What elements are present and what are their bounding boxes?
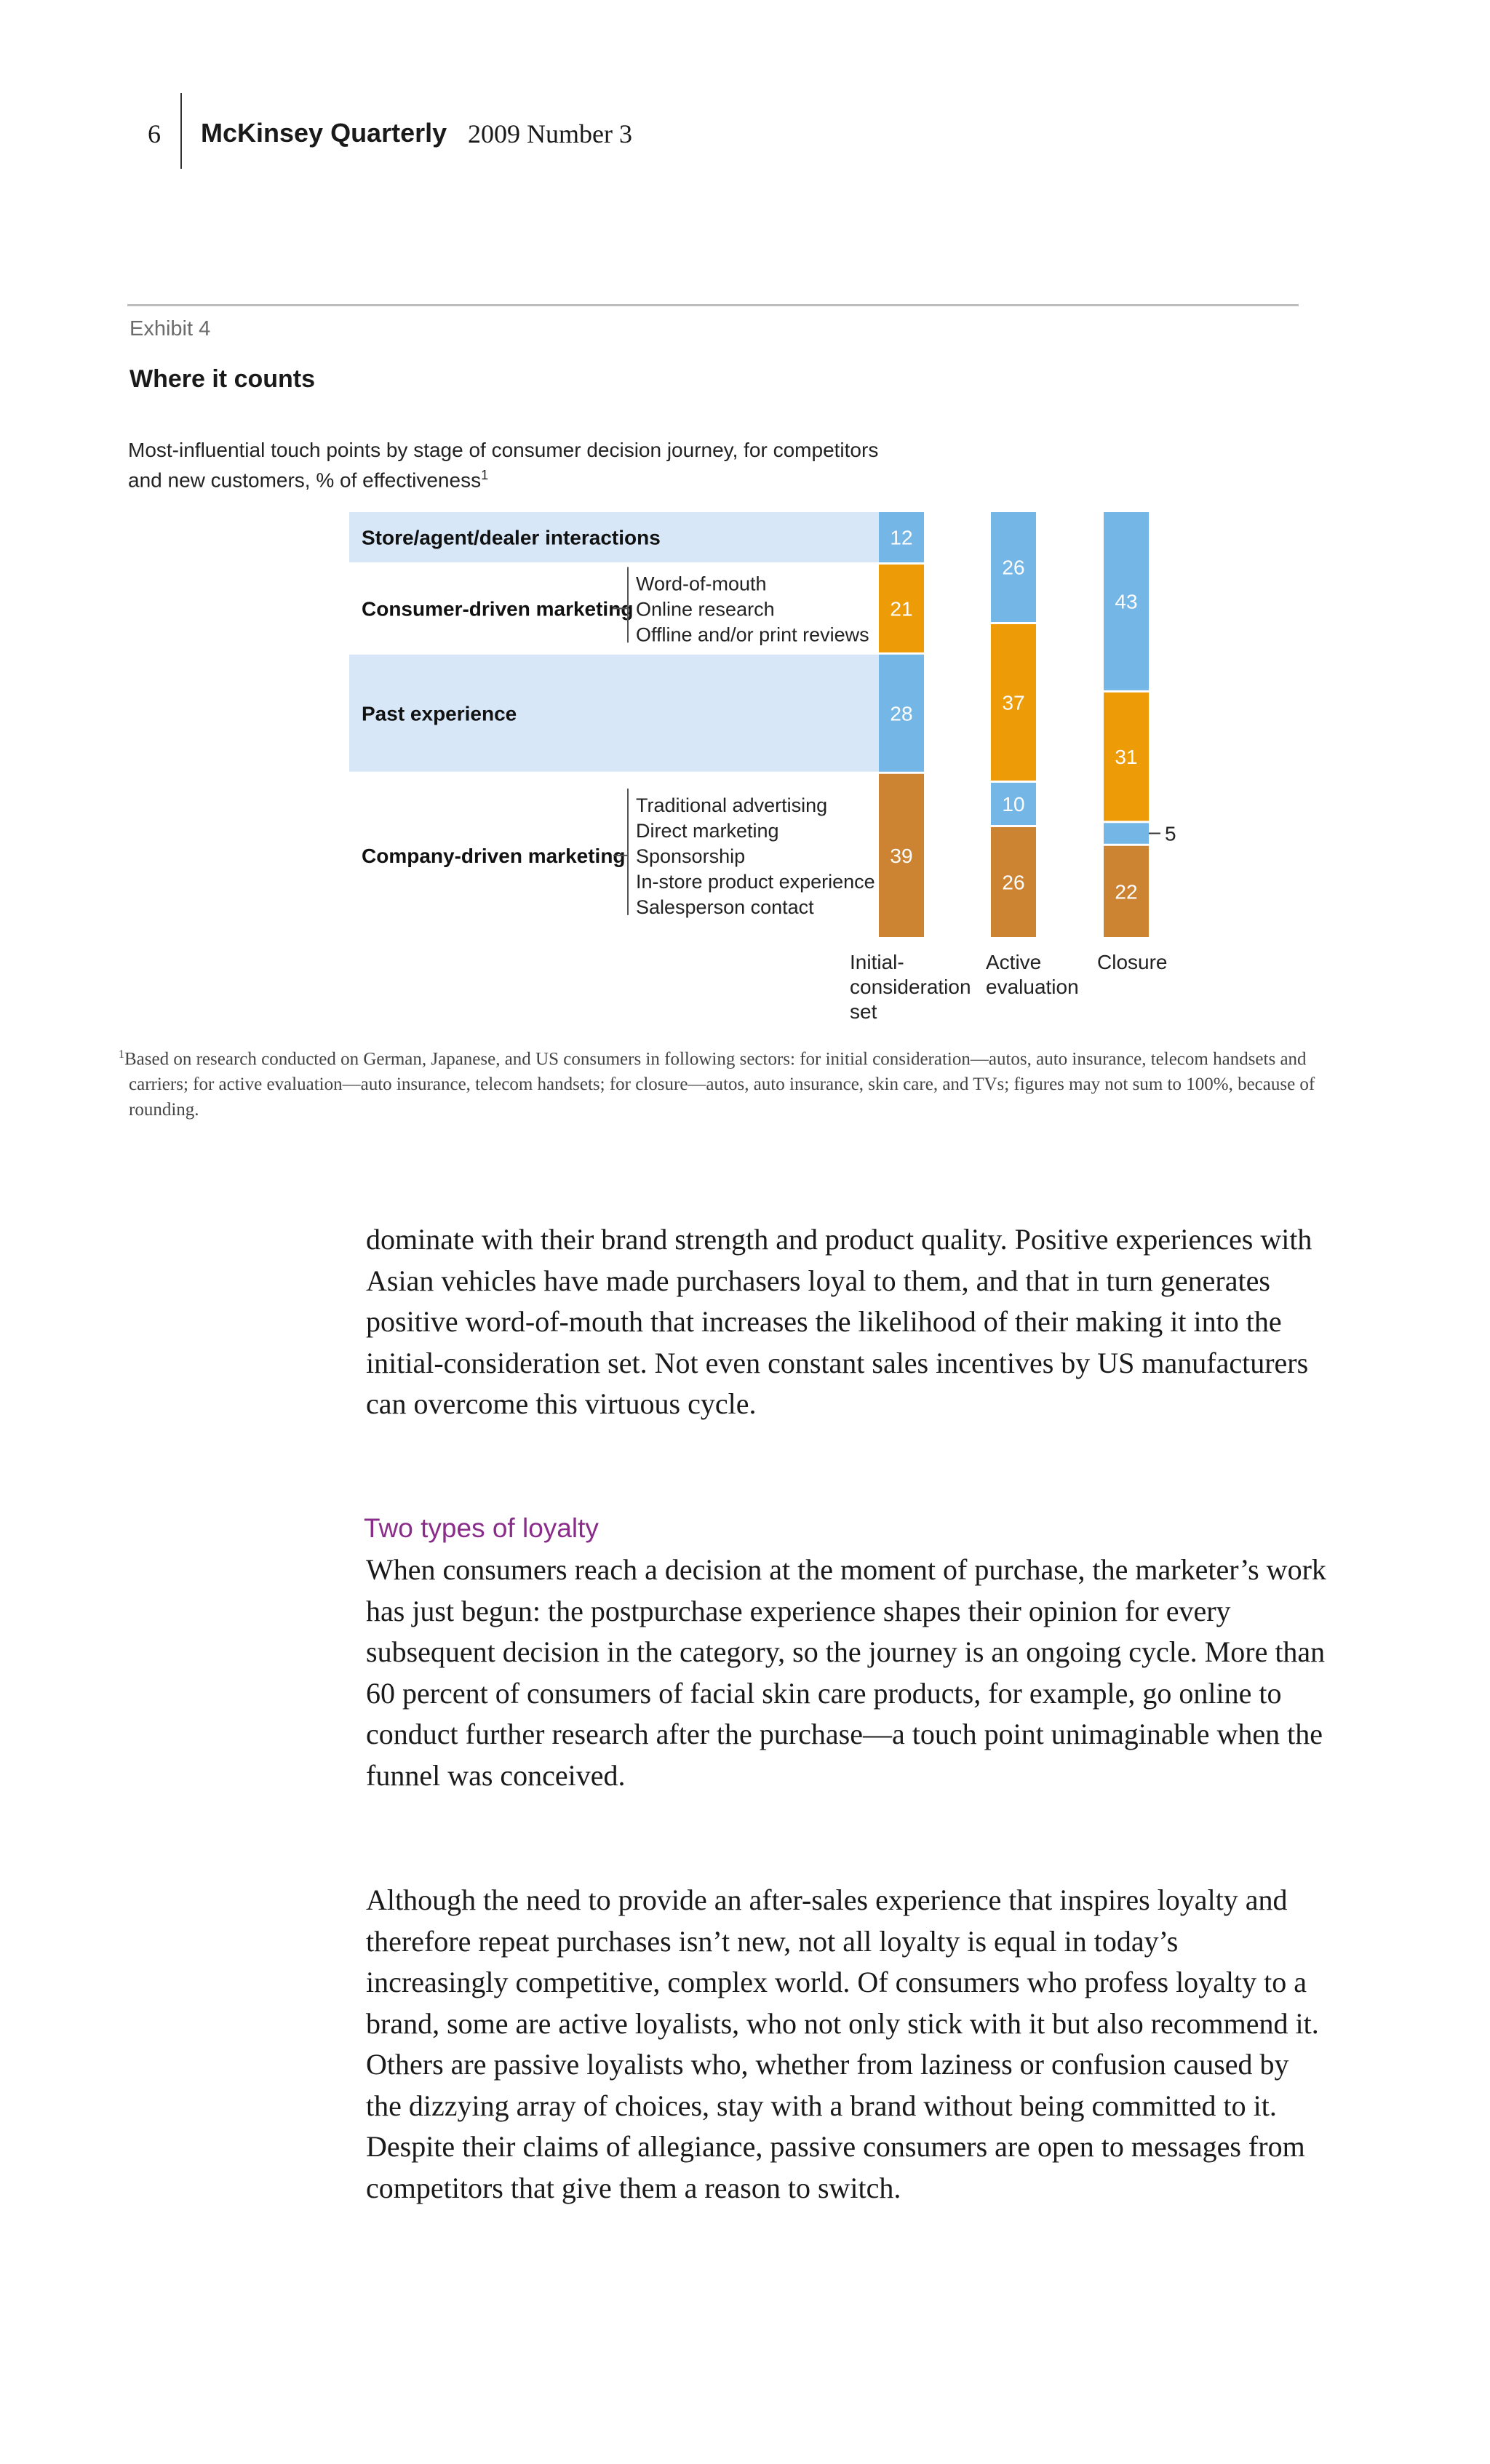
category-label: Initial- [850,951,904,973]
data-label: 39 [890,844,913,867]
row-detail-label: Sponsorship [636,845,746,867]
data-label: 22 [1115,880,1138,904]
data-label: 31 [1115,746,1138,769]
footnote-marker: 1 [119,1048,124,1061]
journal-issue: 2009 Number 3 [468,119,632,148]
row-detail-label: Online research [636,598,775,621]
exhibit-footnote [119,1042,1351,1123]
data-label: 12 [890,526,913,549]
row-label: Store/agent/dealer interactions [362,526,661,549]
category-label: Active [986,951,1042,973]
category-label: set [850,1000,877,1023]
row-label: Past experience [362,702,517,725]
exhibit-subtitle-line2: and new customers, % of effectiveness [128,469,482,492]
body-paragraph-1: dominate with their brand strength and product quality. Positive experiences with Asian vehicles have made purchasers loyal to them, and that in turn generates positive word-of-mouth that increases the likelihood of their making it into the initial-consideration set. Not even constant sales incentives by US manufacturers can overcome this virtuous cycle. [366,1223,1312,1420]
section-heading: Two types of loyalty [364,1513,599,1543]
bar-segment [1104,823,1149,843]
body-paragraph-2: When consumers reach a decision at the moment of purchase, the marketer’s work has just begun: the postpurchase experience shapes their opinion for every subsequent decision in the category, so the journey is an ongoing cycle. More than 60 percent of consumers of facial skin care products, for example, go online to conduct further research after the purchase—a touch point unimaginable when the funnel was conceived. [366,1553,1326,1792]
row-label: Company-driven marketing [362,844,626,867]
row-detail-label: Offline and/or print reviews [636,623,869,646]
body-paragraph-3: Although the need to provide an after-sales experience that inspires loyalty and therefore repeat purchases isn’t new, not all loyalty is equal in today’s increasingly competitive, complex world. Of consumers who profess loyalty to a brand, some are active loyalists, who not only stick with it but also recommend it. Others are passive loyalists who, whether from laziness or confusion caused by the dizzying array of choices, stay with a brand without being committed to it. Despite their claims of allegiance, passive consumers are open to messages from competitors that give them a reason to switch. [366,1883,1319,2204]
row-detail-label: Direct marketing [636,819,779,842]
row-detail-label: Traditional advertising [636,794,828,816]
category-label: evaluation [986,976,1079,998]
journal-name: McKinsey Quarterly [201,118,447,148]
row-detail-label: In-store product experience [636,870,875,893]
exhibit-label: Exhibit 4 [130,317,211,340]
row-detail-label: Word-of-mouth [636,573,767,595]
data-label: 5 [1165,822,1176,845]
stacked-bar-chart [0,0,1490,1033]
category-label: consideration [850,976,971,998]
data-label: 21 [890,597,913,621]
category-label: Closure [1097,951,1168,973]
data-label: 26 [1002,556,1025,579]
exhibit-subtitle-footnote-marker: 1 [481,468,489,482]
page-number: 6 [148,119,161,148]
footnote-text: Based on research conducted on German, Japanese, and US consumers in following sectors: for initial consideration—autos, auto insurance, telecom handsets and carriers; for active evaluation—auto insurance, telecom handsets; for closure—autos, auto insurance, skin care, and TVs; figures may not sum to 100%, because of rounding. [124,1049,1315,1120]
data-label: 26 [1002,871,1025,894]
data-label: 43 [1115,590,1138,613]
exhibit-title: Where it counts [130,365,316,393]
exhibit-subtitle-line1: Most-influential touch points by stage of consumer decision journey, for competitors [128,439,879,461]
row-label: Consumer-driven marketing [362,597,634,621]
data-label: 37 [1002,691,1025,714]
data-label: 10 [1002,792,1025,816]
row-detail-label: Salesperson contact [636,896,814,918]
data-label: 28 [890,702,913,725]
